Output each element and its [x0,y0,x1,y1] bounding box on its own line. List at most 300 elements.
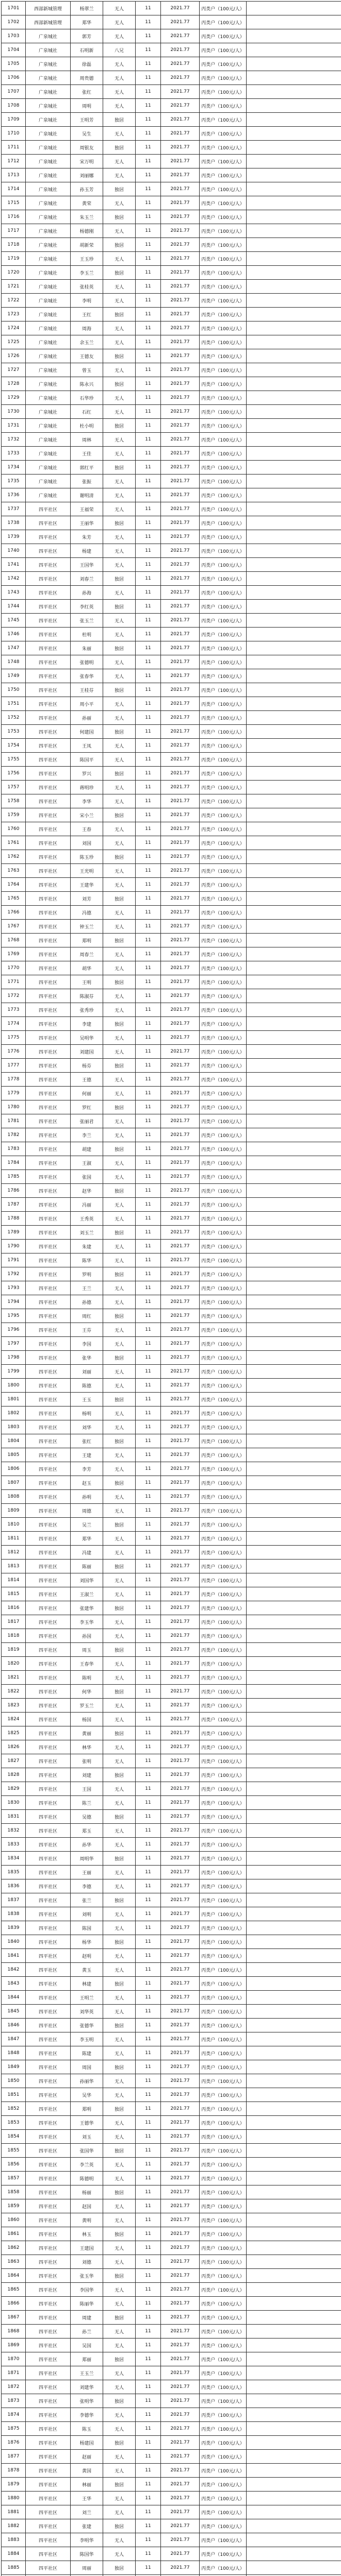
row-name-text: 孙兰 [82,2329,91,2335]
row-blank-cell [247,1490,341,1504]
row-date-text: 2021.77 [170,2398,190,2403]
row-type-cell [200,196,247,210]
row-id-text: 1780 [7,1105,20,1110]
row-type-text: 丙类户（100元/人） [201,354,245,360]
row-date-text: 2021.77 [170,1105,190,1110]
row-id-cell [2,655,26,669]
row-age-text: 11 [145,2329,151,2334]
row-id-cell [2,1713,26,1726]
row-age-text: 11 [145,1758,151,1764]
row-date-cell [161,15,200,29]
row-id-cell [2,975,26,989]
row-id-cell [2,1740,26,1754]
row-type-cell [200,2464,247,2478]
row-status-cell [103,2547,136,2561]
row-name-cell [71,1490,103,1504]
row-type-cell [200,1045,247,1059]
row-age-text: 11 [145,1355,151,1360]
row-type-text: 丙类户（100元/人） [201,1077,245,1083]
row-id-cell [2,1184,26,1198]
row-type-text: 丙类户（100元/人） [201,159,245,165]
row-date-cell [161,2074,200,2088]
row-age-text: 11 [145,826,151,832]
row-id-cell [2,1351,26,1365]
row-name-cell [71,1601,103,1615]
row-status-text: 无人 [114,2413,124,2418]
row-name-cell [71,2046,103,2060]
row-dept-cell [26,85,71,99]
row-type-text: 丙类户（100元/人） [201,145,245,151]
row-id-text: 1755 [7,757,20,762]
row-blank-cell [247,822,341,836]
row-age-text: 11 [145,1814,151,1819]
row-blank-cell [247,975,341,989]
row-id-cell [2,1796,26,1810]
row-status-cell [103,878,136,892]
row-status-cell [103,2464,136,2478]
row-status-cell [103,294,136,308]
row-type-cell [200,294,247,308]
row-id-text: 1779 [7,1091,20,1096]
row-age-cell [136,405,161,419]
row-id-cell [2,1267,26,1281]
row-dept-text: 四平社区 [38,2510,57,2516]
row-type-text: 丙类户（100元/人） [201,2162,245,2168]
row-dept-cell [26,2561,71,2575]
row-blank-cell [247,447,341,461]
row-name-text: 李玉华 [79,1620,94,1625]
row-status-text: 无人 [114,1383,124,1389]
row-status-cell [103,961,136,975]
row-type-cell [200,2311,247,2325]
row-type-cell [200,1643,247,1657]
row-type-text: 丙类户（100元/人） [201,131,245,137]
row-age-cell [136,1768,161,1782]
row-id-cell [2,15,26,29]
row-name-cell [71,1184,103,1198]
row-blank-cell [247,1448,341,1462]
row-name-text: 王德华 [79,2121,94,2126]
row-name-text: 张玉兰 [79,618,94,624]
table-row [2,1893,341,1907]
row-type-cell [200,1587,247,1601]
row-name-text: 刘玉兰 [79,1230,94,1236]
row-type-cell [200,1935,247,1949]
row-date-cell [161,2422,200,2436]
row-status-text: 无人 [114,883,124,888]
row-age-cell [136,182,161,196]
row-dept-cell [26,822,71,836]
row-date-text: 2021.77 [170,1355,190,1360]
row-status-text: 无人 [114,1008,124,1013]
row-age-cell [136,1351,161,1365]
row-name-cell [71,1615,103,1629]
row-age-text: 11 [145,1132,151,1138]
row-id-cell [2,1573,26,1587]
row-date-text: 2021.77 [170,2440,190,2445]
row-status-text: 独居 [114,1856,124,1862]
row-type-cell [200,2561,247,2575]
row-date-cell [161,1629,200,1643]
row-id-text: 1881 [7,2510,20,2515]
row-id-text: 1705 [7,61,20,66]
row-name-text: 李华 [82,799,91,805]
row-blank-cell [247,1518,341,1532]
row-status-cell [103,628,136,641]
row-age-text: 11 [145,2204,151,2209]
row-name-cell [71,447,103,461]
row-name-text: 吴生 [82,131,91,137]
row-blank-cell [247,2380,341,2394]
row-age-cell [136,1476,161,1490]
row-type-text: 丙类户（100元/人） [201,980,245,986]
row-status-cell [103,1281,136,1295]
row-dept-cell [26,1323,71,1337]
row-id-text: 1801 [7,1397,20,1402]
row-age-cell [136,1782,161,1796]
row-name-text: 张振 [82,479,91,485]
row-date-text: 2021.77 [170,1480,190,1485]
row-age-cell [136,920,161,934]
row-dept-cell [26,2,71,15]
row-dept-text: 四平社区 [38,1509,57,1514]
table-row [2,614,341,628]
row-type-cell [200,920,247,934]
row-name-cell [71,85,103,99]
row-id-text: 1775 [7,1035,20,1040]
row-id-cell [2,363,26,377]
row-name-text: 石华珍 [79,396,94,401]
table-row [2,1448,341,1462]
row-name-cell [71,1393,103,1406]
row-type-cell [200,141,247,155]
row-dept-cell [26,168,71,182]
row-type-text: 丙类户（100元/人） [201,924,245,930]
row-dept-text: 西部新城管理 [34,6,62,12]
row-age-text: 11 [145,520,151,526]
row-dept-text: 四平社区 [38,980,57,986]
row-name-cell [71,669,103,683]
row-dept-text: 四平社区 [38,1620,57,1625]
row-status-text: 无人 [114,2218,124,2224]
row-date-cell [161,669,200,683]
row-blank-cell [247,1866,341,1879]
row-age-cell [136,2158,161,2172]
row-name-cell [71,1309,103,1323]
row-dept-text: 四平社区 [38,563,57,568]
row-name-cell [71,892,103,906]
row-id-text: 1795 [7,1313,20,1318]
row-type-text: 丙类户（100元/人） [201,2218,245,2224]
row-date-text: 2021.77 [170,312,190,317]
table-row [2,2505,341,2519]
row-blank-cell [247,961,341,975]
row-dept-cell [26,975,71,989]
row-age-text: 11 [145,1091,151,1096]
row-date-cell [161,781,200,794]
row-id-text: 1799 [7,1369,20,1374]
row-name-text: 王德 [82,1077,91,1083]
row-id-text: 1752 [7,715,20,720]
row-type-text: 丙类户（100元/人） [201,2009,245,2015]
row-dept-text: 广泉城社 [38,451,57,457]
row-age-text: 11 [145,1633,151,1638]
row-dept-cell [26,614,71,628]
table-row [2,1253,341,1267]
row-type-text: 丙类户（100元/人） [201,1759,245,1765]
row-type-text: 丙类户（100元/人） [201,2121,245,2126]
row-name-cell [71,1768,103,1782]
row-status-cell [103,1448,136,1462]
row-age-cell [136,1045,161,1059]
row-status-cell [103,1518,136,1532]
row-age-cell [136,2283,161,2297]
row-name-cell [71,2283,103,2297]
row-status-cell [103,2060,136,2074]
row-age-cell [136,1281,161,1295]
row-status-text: 独居 [114,771,124,777]
row-dept-text: 四平社区 [38,1244,57,1250]
row-age-text: 11 [145,2092,151,2097]
row-age-text: 11 [145,562,151,567]
row-id-cell [2,2130,26,2144]
row-date-text: 2021.77 [170,1369,190,1374]
row-status-text: 独居 [114,1689,124,1695]
row-date-text: 2021.77 [170,2217,190,2223]
row-name-cell [71,1852,103,1866]
row-type-text: 丙类户（100元/人） [201,2371,245,2377]
row-type-cell [200,1337,247,1351]
row-id-text: 1809 [7,1508,20,1513]
row-id-text: 1717 [7,228,20,233]
row-age-cell [136,767,161,781]
row-dept-cell [26,1991,71,2005]
row-date-cell [161,1768,200,1782]
row-status-text: 无人 [114,535,124,540]
table-row [2,794,341,808]
row-dept-cell [26,1295,71,1309]
row-age-cell [136,1726,161,1740]
row-name-text: 张桂英 [79,284,94,290]
row-status-cell [103,196,136,210]
row-dept-cell [26,1838,71,1852]
table-row [2,433,341,447]
row-blank-cell [247,1699,341,1713]
row-name-cell [71,377,103,391]
row-dept-cell [26,2046,71,2060]
row-name-text: 周红 [82,1314,91,1319]
row-name-cell [71,2297,103,2311]
row-dept-cell [26,433,71,447]
row-status-cell [103,669,136,683]
row-status-cell [103,224,136,238]
row-date-cell [161,1671,200,1685]
row-date-cell [161,2060,200,2074]
row-name-text: 王凤 [82,743,91,749]
row-type-text: 丙类户（100元/人） [201,465,245,471]
row-status-text: 无人 [114,743,124,749]
row-id-text: 1768 [7,938,20,943]
row-date-text: 2021.77 [170,924,190,929]
table-row [2,2464,341,2478]
row-age-cell [136,2366,161,2380]
row-blank-cell [247,1504,341,1518]
row-id-text: 1845 [7,2009,20,2014]
row-dept-text: 四平社区 [38,1272,57,1278]
row-age-text: 11 [145,1285,151,1291]
row-name-cell [71,767,103,781]
row-id-text: 1721 [7,284,20,289]
row-type-text: 丙类户（100元/人） [201,1898,245,1904]
row-type-text: 丙类户（100元/人） [201,1049,245,1055]
row-status-text: 无人 [114,1745,124,1751]
row-date-cell [161,2172,200,2185]
row-type-cell [200,405,247,419]
row-blank-cell [247,155,341,168]
row-status-text: 独居 [114,2399,124,2404]
row-date-cell [161,516,200,530]
row-type-text: 丙类户（100元/人） [201,1453,245,1459]
row-date-cell [161,1448,200,1462]
row-type-cell [200,2144,247,2158]
row-age-cell [136,85,161,99]
row-date-text: 2021.77 [170,1953,190,1958]
row-name-text: 何丽 [82,1091,91,1097]
row-id-cell [2,1921,26,1935]
row-dept-cell [26,1796,71,1810]
row-age-cell [136,1393,161,1406]
row-id-text: 1862 [7,2245,20,2250]
row-date-text: 2021.77 [170,33,190,39]
row-type-text: 丙类户（100元/人） [201,966,245,972]
row-blank-cell [247,1601,341,1615]
row-age-text: 11 [145,493,151,498]
row-age-text: 11 [145,2217,151,2223]
row-type-text: 丙类户（100元/人） [201,48,245,54]
row-status-cell [103,2408,136,2422]
row-id-cell [2,1045,26,1059]
row-name-cell [71,1226,103,1240]
row-dept-text: 四平社区 [38,1801,57,1806]
row-name-text: 林玉 [82,2232,91,2238]
row-name-cell [71,1754,103,1768]
row-dept-text: 四平社区 [38,1230,57,1236]
table-row [2,2046,341,2060]
row-age-cell [136,1907,161,1921]
table-row [2,1337,341,1351]
row-type-cell [200,1782,247,1796]
row-status-text: 无人 [114,1425,124,1431]
row-dept-cell [26,1017,71,1031]
row-dept-text: 四平社区 [38,1439,57,1445]
row-date-text: 2021.77 [170,2343,190,2348]
row-name-text: 刘建华 [79,2385,94,2391]
row-status-cell [103,1782,136,1796]
row-status-cell [103,210,136,224]
row-status-text: 独居 [114,1189,124,1194]
row-age-text: 11 [145,840,151,845]
row-status-text: 独居 [114,243,124,248]
row-dept-text: 四平社区 [38,799,57,805]
row-dept-cell [26,29,71,43]
row-id-cell [2,1977,26,1991]
row-dept-text: 四平社区 [38,1063,57,1069]
row-age-text: 11 [145,2009,151,2014]
row-type-cell [200,1768,247,1782]
row-dept-cell [26,447,71,461]
row-dept-cell [26,57,71,71]
row-dept-cell [26,2005,71,2019]
row-age-cell [136,628,161,641]
row-date-cell [161,502,200,516]
row-age-text: 11 [145,1731,151,1736]
row-dept-text: 四平社区 [38,1258,57,1264]
row-name-text: 冯建 [82,1550,91,1556]
row-age-text: 11 [145,270,151,275]
row-status-text: 独居 [114,2441,124,2446]
row-dept-cell [26,2422,71,2436]
row-age-text: 11 [145,2148,151,2153]
row-date-text: 2021.77 [170,590,190,595]
row-type-text: 丙类户（100元/人） [201,1703,245,1709]
row-name-cell [71,683,103,697]
row-dept-cell [26,1866,71,1879]
row-name-cell [71,1977,103,1991]
row-status-cell [103,266,136,280]
row-type-text: 丙类户（100元/人） [201,1592,245,1598]
row-type-text: 丙类户（100元/人） [201,187,245,193]
row-dept-cell [26,1740,71,1754]
row-dept-cell [26,252,71,266]
row-dept-text: 四平社区 [38,1147,57,1153]
row-dept-cell [26,669,71,683]
row-type-text: 丙类户（100元/人） [201,2510,245,2516]
table-row [2,1935,341,1949]
row-age-text: 11 [145,2454,151,2459]
row-name-text: 孙德 [82,1300,91,1306]
row-age-cell [136,2227,161,2241]
row-status-cell [103,2478,136,2492]
row-dept-cell [26,1504,71,1518]
row-type-text: 丙类户（100元/人） [201,1286,245,1292]
row-date-text: 2021.77 [170,1174,190,1179]
row-type-text: 丙类户（100元/人） [201,1981,245,1987]
row-name-cell [71,1003,103,1017]
row-dept-cell [26,2408,71,2422]
row-age-cell [136,1406,161,1420]
row-id-cell [2,1100,26,1114]
row-id-cell [2,321,26,335]
row-type-text: 丙类户（100元/人） [201,1495,245,1500]
row-id-text: 1738 [7,520,20,526]
row-date-cell [161,2464,200,2478]
row-id-cell [2,1949,26,1963]
row-dept-cell [26,2464,71,2478]
row-age-text: 11 [145,1258,151,1263]
row-age-text: 11 [145,1522,151,1527]
row-id-text: 1793 [7,1285,20,1291]
row-id-text: 1794 [7,1299,20,1304]
row-type-text: 丙类户（100元/人） [201,1509,245,1514]
row-type-text: 丙类户（100元/人） [201,2065,245,2071]
row-id-text: 1827 [7,1758,20,1764]
row-date-text: 2021.77 [170,6,190,11]
row-age-text: 11 [145,214,151,219]
table-row [2,2185,341,2199]
row-name-text: 周玉 [82,1648,91,1653]
row-dept-cell [26,1184,71,1198]
row-age-cell [136,57,161,71]
